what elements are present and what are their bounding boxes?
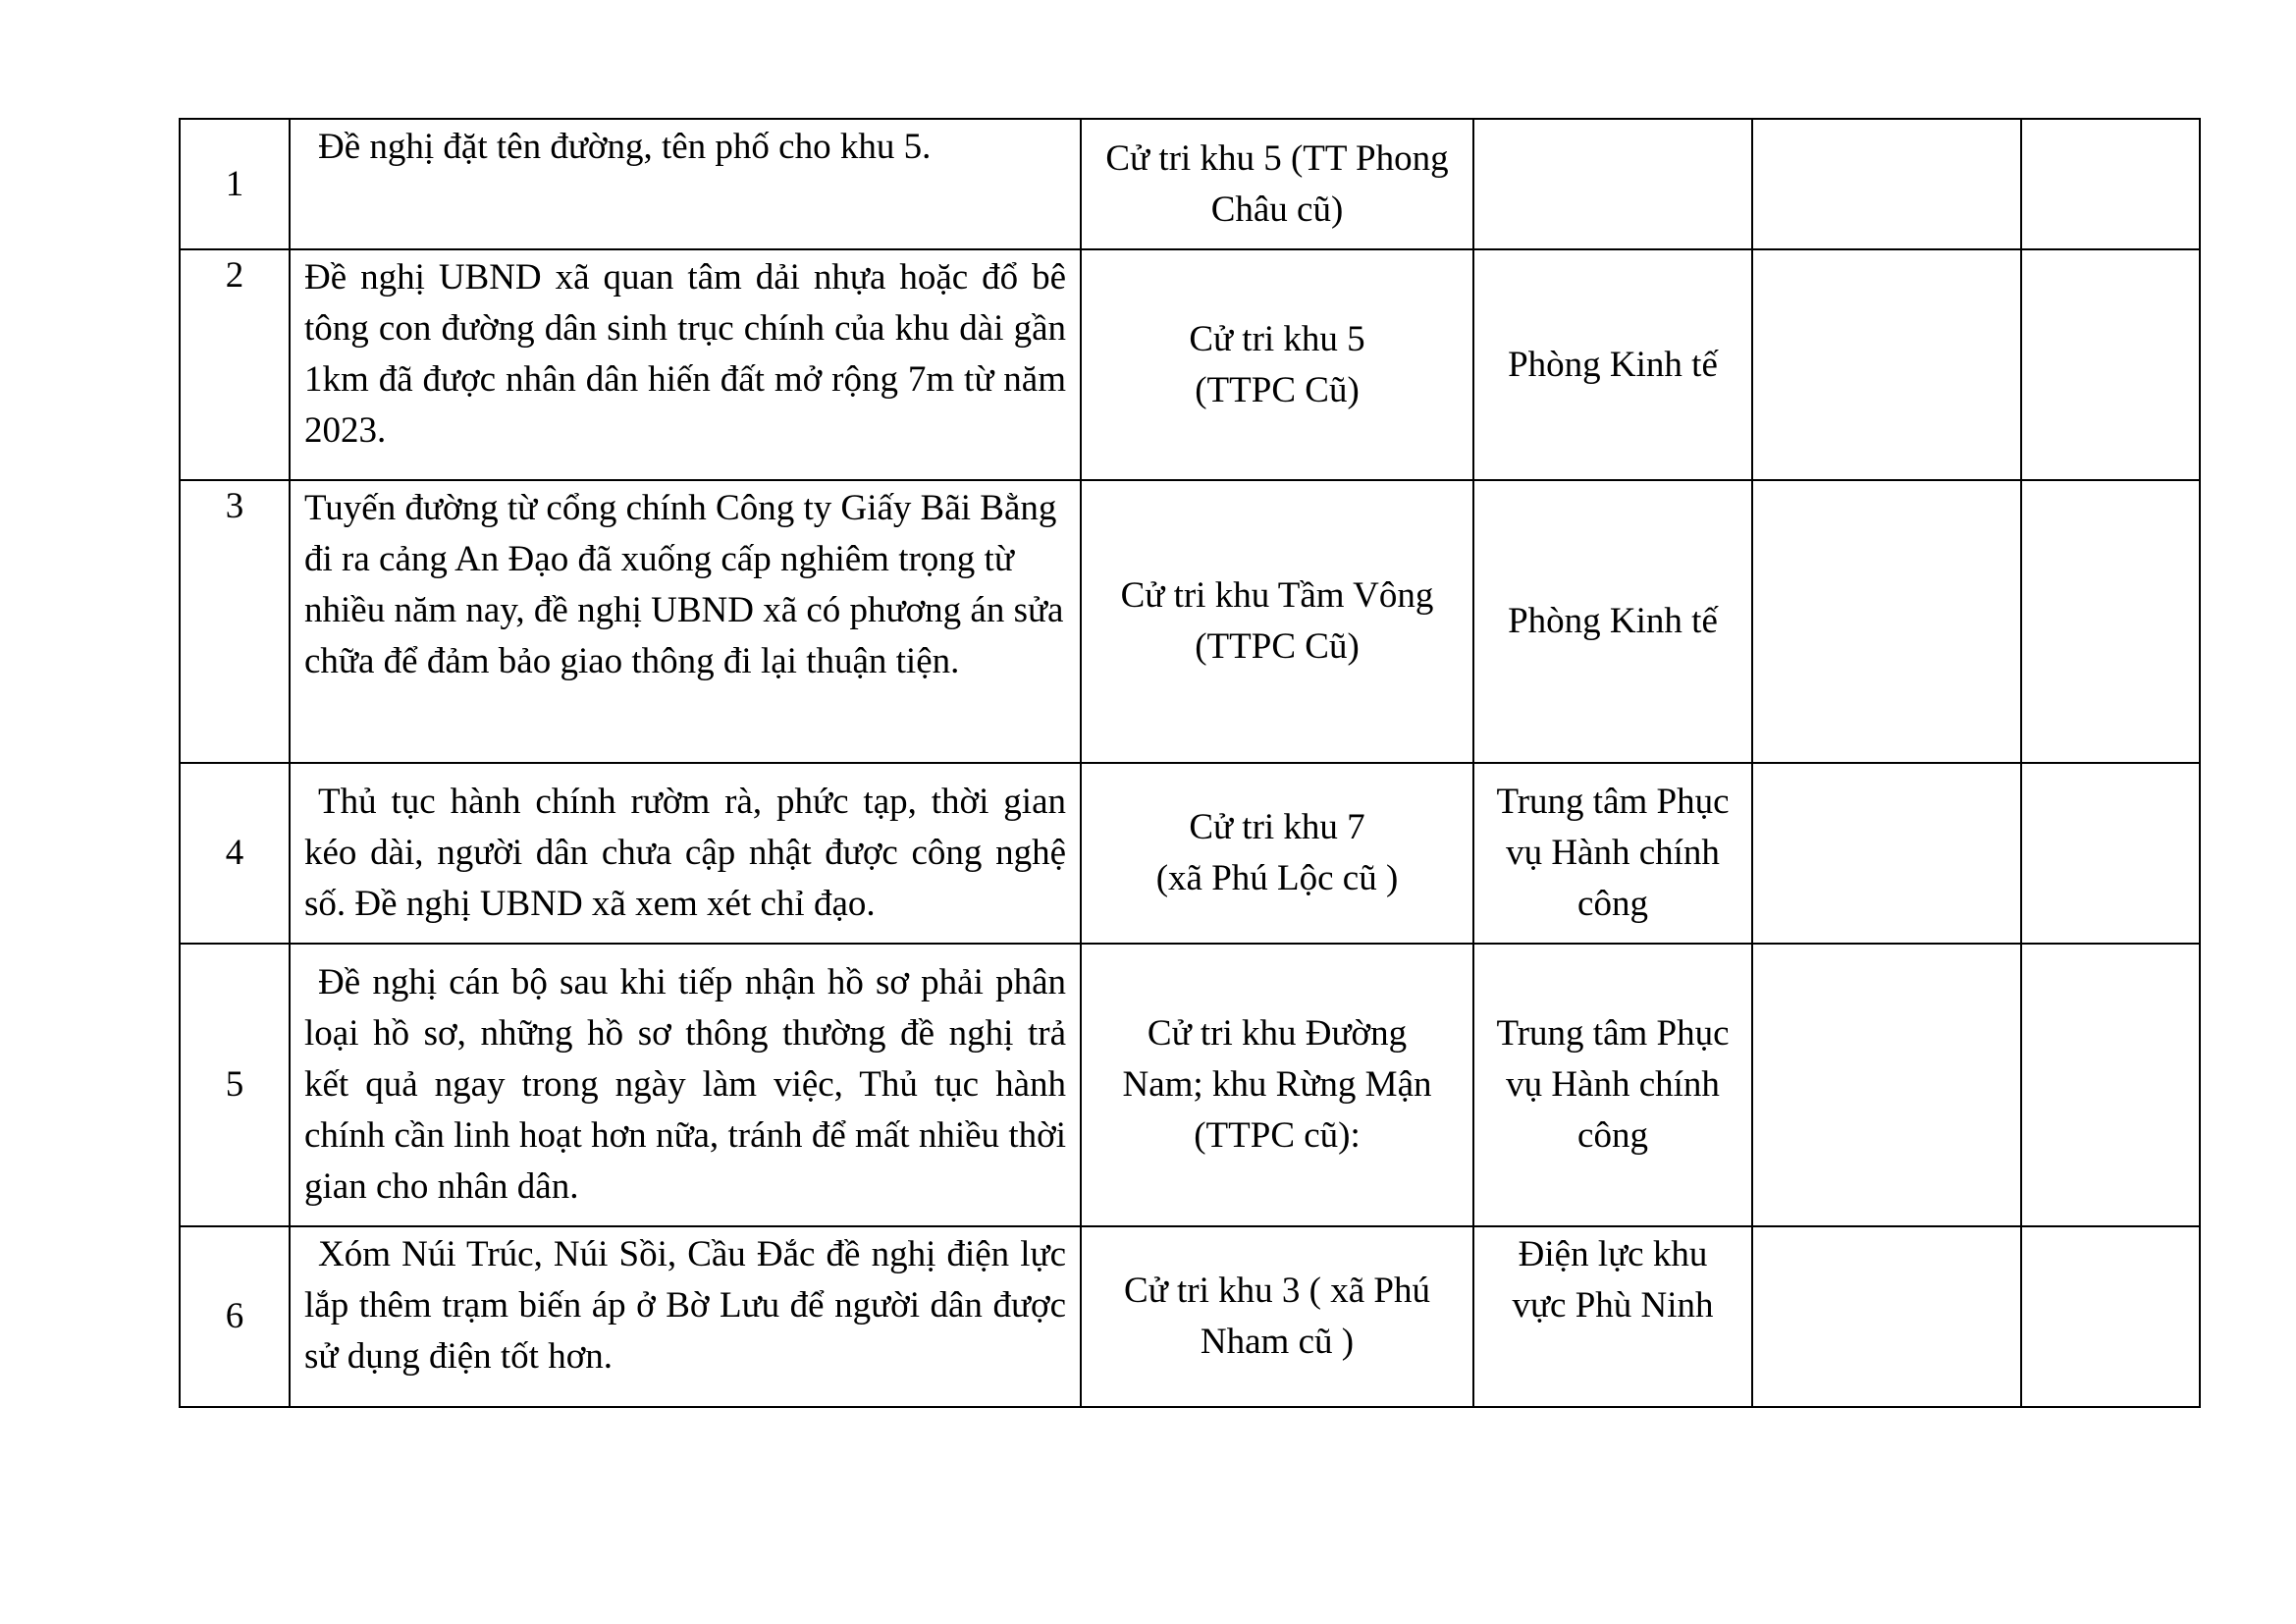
agency-line: công bbox=[1577, 1115, 1648, 1156]
empty-cell bbox=[1752, 119, 2021, 249]
table-row bbox=[180, 119, 2200, 249]
petition-content: Đề nghị UBND xã quan tâm dải nhựa hoặc đổ bê tông con đường dân sinh trục chính của khu dài gần 1km đã được nhân dân hiến đất mở rộng 7m từ năm 2023. bbox=[290, 249, 1081, 480]
agency-line: Trung tâm Phục bbox=[1496, 782, 1730, 822]
responsible-agency bbox=[1473, 480, 1752, 763]
responsible-agency bbox=[1473, 249, 1752, 480]
petition-content: Tuyến đường từ cổng chính Công ty Giấy Bãi Bằng đi ra cảng An Đạo đã xuống cấp nghiêm trọng từ nhiều năm nay, đề nghị UBND xã có phương án sửa chữa để đảm bảo giao thông đi lại thuận tiện. bbox=[290, 480, 1081, 763]
source-line: Cử tri khu 5 (TT Phong bbox=[1105, 137, 1449, 179]
source-line: Cử tri khu 7 bbox=[1189, 807, 1365, 847]
petition-content: Đề nghị đặt tên đường, tên phố cho khu 5. bbox=[290, 119, 1081, 249]
row-number: 5 bbox=[180, 944, 290, 1226]
table-row bbox=[180, 763, 2200, 944]
row-number: 3 bbox=[180, 480, 290, 763]
petition-content: Xóm Núi Trúc, Núi Sồi, Cầu Đắc đề nghị điện lực lắp thêm trạm biến áp ở Bờ Lưu để người dân được sử dụng điện tốt hơn. bbox=[290, 1226, 1081, 1407]
agency-line: vụ Hành chính bbox=[1506, 1064, 1720, 1105]
source-line: (xã Phú Lộc cũ ) bbox=[1155, 858, 1399, 898]
petition-content: Đề nghị cán bộ sau khi tiếp nhận hồ sơ phải phân loại hồ sơ, những hồ sơ thông thường đề nghị trả kết quả ngay trong ngày làm việc, Thủ tục hành chính cần linh hoạt hơn nữa, tránh để mất nhiều thời gian cho nhân dân. bbox=[290, 944, 1081, 1226]
responsible-agency bbox=[1473, 944, 1752, 1226]
petitioner-source bbox=[1081, 944, 1473, 1226]
petitioner-source bbox=[1081, 480, 1473, 763]
source-line: Cử tri khu 3 ( xã Phú bbox=[1124, 1271, 1430, 1311]
empty-cell bbox=[2021, 944, 2200, 1226]
empty-cell bbox=[1752, 944, 2021, 1226]
agency-line: Phòng Kinh tế bbox=[1508, 601, 1718, 641]
row-number: 4 bbox=[180, 763, 290, 944]
table-row bbox=[180, 480, 2200, 763]
petitioner-source bbox=[1081, 119, 1473, 249]
row-number: 2 bbox=[180, 249, 290, 480]
empty-cell bbox=[1752, 1226, 2021, 1407]
empty-cell bbox=[2021, 249, 2200, 480]
source-line: Nam; khu Rừng Mận bbox=[1122, 1064, 1432, 1105]
responsible-agency bbox=[1473, 1226, 1752, 1407]
responsible-agency bbox=[1473, 763, 1752, 944]
petitioner-source bbox=[1081, 1226, 1473, 1407]
petition-content: Thủ tục hành chính rườm rà, phức tạp, thời gian kéo dài, người dân chưa cập nhật được công nghệ số. Đề nghị UBND xã xem xét chỉ đạo. bbox=[290, 763, 1081, 944]
table-row bbox=[180, 1226, 2200, 1407]
empty-cell bbox=[1752, 249, 2021, 480]
source-line: Châu cũ) bbox=[1210, 189, 1344, 230]
table-row bbox=[180, 249, 2200, 480]
empty-cell bbox=[1752, 763, 2021, 944]
empty-cell bbox=[2021, 1226, 2200, 1407]
source-line: Cử tri khu 5 bbox=[1189, 318, 1365, 359]
source-line: (TTPC Cũ) bbox=[1195, 626, 1360, 667]
agency-line: công bbox=[1577, 884, 1648, 924]
agency-line: vụ Hành chính bbox=[1506, 833, 1720, 873]
empty-cell bbox=[2021, 480, 2200, 763]
table-row bbox=[180, 944, 2200, 1226]
petition-table bbox=[179, 118, 2201, 1408]
source-line: Cử tri khu Tầm Vông bbox=[1120, 575, 1434, 616]
empty-cell bbox=[1752, 480, 2021, 763]
source-line: Nham cũ ) bbox=[1200, 1322, 1355, 1362]
empty-cell bbox=[2021, 119, 2200, 249]
source-line: Cử tri khu Đường bbox=[1147, 1013, 1408, 1054]
source-line: (TTPC cũ): bbox=[1194, 1115, 1361, 1156]
responsible-agency bbox=[1473, 119, 1752, 249]
row-number: 1 bbox=[180, 119, 290, 249]
petitioner-source bbox=[1081, 763, 1473, 944]
petitioner-source bbox=[1081, 249, 1473, 480]
row-number: 6 bbox=[180, 1226, 290, 1407]
agency-line: Trung tâm Phục bbox=[1496, 1013, 1730, 1054]
source-line: (TTPC Cũ) bbox=[1195, 369, 1360, 410]
agency-line: Điện lực khu bbox=[1518, 1234, 1708, 1274]
agency-line: Phòng Kinh tế bbox=[1508, 344, 1718, 385]
empty-cell bbox=[2021, 763, 2200, 944]
agency-line: vực Phù Ninh bbox=[1512, 1285, 1714, 1326]
